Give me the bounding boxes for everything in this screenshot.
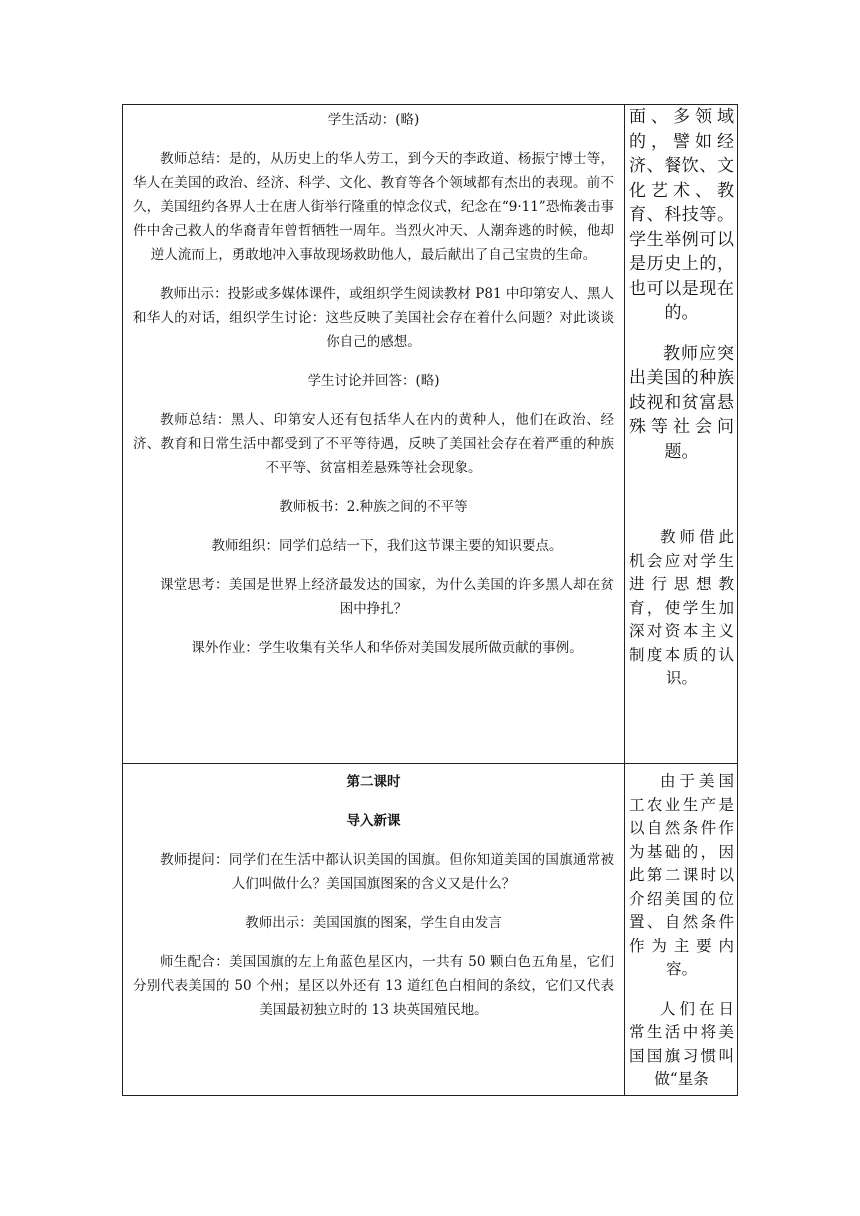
- teacher-presents-2: 教师出示：美国国旗的图案，学生自由发言: [245, 915, 502, 931]
- row2-main-cell: [123, 770, 624, 1037]
- side-note-5: 人们在日常生活中将美国国旗习惯叫做“星条: [629, 999, 734, 1088]
- side-note-3: 教师借此机会应对学生进行思想教育，使学生加深对资本主义制度本质的认识。: [629, 528, 734, 687]
- lesson-table: [122, 104, 738, 1096]
- class-thinking: 课堂思考：美国是世界上经济最发达的国家，为什么美国的许多黑人却在贫困中挣扎？: [160, 577, 614, 617]
- side-note-1: 面、多领域的，譬如经济、餐饮、文化艺术、教育、科技等。学生举例可以是历史上的，也可以是现在的。: [629, 107, 734, 323]
- row-divider: [123, 763, 737, 764]
- student-discussion: 学生讨论并回答：(略): [307, 373, 440, 389]
- section-heading-intro: 导入新课: [346, 813, 401, 829]
- teacher-summary-1: 教师总结：是的，从历史上的华人劳工，到今天的李政道、杨振宁博士等，华人在美国的政治、经济、科学、文化、教育等各个领域都有杰出的表现。前不久，美国纽约各界人士在唐人街举行隆重的悼念仪式，纪念在“9·11”恐怖袭击事件中舍己救人的华裔青年曾哲牺牲一周年。当烈火冲天、人潮奔逃的时候，他却逆人流而上，勇敢地冲入事故现场救助他人，最后献出了自己宝贵的生命。: [133, 151, 614, 263]
- teacher-question: 教师提问：同学们在生活中都认识美国的国旗。但你知道美国的国旗通常被人们叫做什么？美国国旗图案的含义又是什么？: [160, 852, 614, 892]
- teacher-board: 教师板书：2.种族之间的不平等: [279, 499, 468, 515]
- teacher-student-cooperation: 师生配合：美国国旗的左上角蓝色星区内，一共有 50 颗白色五角星，它们分别代表美国的 50 个州；星区以外还有 13 道红色白相间的条纹，它们又代表美国最初独立时的 13 块英国殖民地。: [133, 954, 614, 1018]
- teacher-organize: 教师组织：同学们总结一下，我们这节课主要的知识要点。: [211, 538, 563, 554]
- homework: 课外作业：学生收集有关华人和华侨对美国发展所做贡献的事例。: [191, 640, 583, 656]
- row2-side-cell: [625, 770, 738, 1108]
- side-note-4: 由于美国工农业生产是以自然条件作为基础的，因此第二课时以介绍美国的位置、自然条件作为主要内容。: [629, 772, 734, 978]
- row1-main-cell: [123, 108, 624, 675]
- section-heading-lesson2: 第二课时: [346, 774, 401, 790]
- teacher-presents-1: 教师出示：投影或多媒体课件，或组织学生阅读教材 P81 中印第安人、黑人和华人的对话，组织学生讨论：这些反映了美国社会存在着什么问题？对此谈谈你自己的感想。: [133, 286, 614, 350]
- side-note-2: 教师应突出美国的种族歧视和贫富悬殊等社会问题。: [629, 343, 734, 462]
- teacher-summary-2: 教师总结：黑人、印第安人还有包括华人在内的黄种人，他们在政治、经济、教育和日常生活中都受到了不平等待遇，反映了美国社会存在着严重的种族不平等、贫富相差悬殊等社会现象。: [133, 412, 614, 476]
- student-activity-1: 学生活动：(略): [327, 112, 420, 128]
- row1-side-cell: [625, 105, 738, 707]
